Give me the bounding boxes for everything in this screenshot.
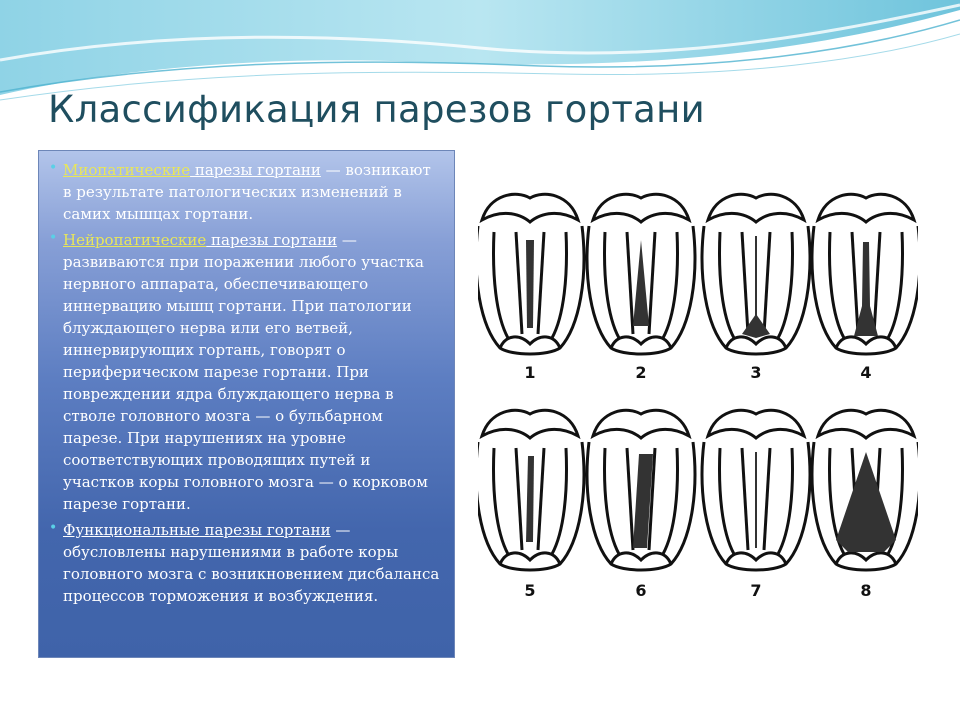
bullet-dot-icon: •	[49, 230, 58, 246]
term-myopathic-rest[interactable]: парезы гортани	[190, 161, 321, 179]
term-myopathic-link[interactable]: Миопатические	[63, 161, 191, 179]
larynx-figure-5	[478, 410, 584, 570]
figure-label-8: 8	[860, 581, 872, 600]
figure-label-3: 3	[750, 363, 762, 382]
larynx-figure-2	[587, 194, 695, 354]
bullet-neuropathic	[51, 229, 442, 515]
figure-label-4: 4	[860, 363, 872, 382]
figure-label-2: 2	[635, 363, 647, 382]
larynx-figure-6	[587, 410, 695, 570]
figure-label-6: 6	[635, 581, 647, 600]
figure-label-7: 7	[750, 581, 762, 600]
bullet-functional	[51, 519, 442, 607]
bullet-myopathic	[51, 159, 442, 225]
term-functional-link[interactable]: Функциональные парезы гортани	[63, 521, 331, 539]
bullet-myopathic-text: — возникают в результате патологических изменений в самих мышцах гортани.	[63, 161, 431, 223]
larynx-figure-1	[478, 194, 584, 354]
larynx-figure-4	[812, 194, 918, 354]
bullet-dot-icon: •	[49, 160, 58, 176]
bullet-dot-icon: •	[49, 520, 58, 536]
figure-label-5: 5	[524, 581, 536, 600]
term-neuropathic-rest[interactable]: парезы гортани	[206, 231, 338, 249]
larynx-figure-3	[702, 194, 810, 354]
term-neuropathic-link[interactable]: Нейропатические	[63, 231, 207, 249]
bullet-neuropathic-text: — развиваются при поражении любого участка нервного аппарата, обеспечивающего иннервацию мышц гортани. При патологии блуждающего нерва или его ветвей, иннервирующих гортань, говорят о периферическом парезе гортани. При повреждении ядра блуждающего нерва в стволе головного мозга — о бульбарном парезе. При нарушениях на уровне соответствующих проводящих путей и участков коры головного мозга — о корковом парезе гортани.	[63, 231, 428, 513]
bullet-functional-text: — обусловлены нарушениями в работе коры головного мозга с возникновением дисбаланса процессов торможения и возбуждения.	[63, 521, 440, 605]
larynx-paresis-figure	[478, 168, 918, 606]
larynx-diagram-grid	[478, 168, 918, 606]
text-panel	[38, 150, 455, 658]
slide-title: Классификация парезов гортани	[48, 88, 705, 131]
figure-label-1: 1	[524, 363, 536, 382]
larynx-figure-8	[812, 410, 918, 570]
larynx-figure-7	[702, 410, 810, 570]
